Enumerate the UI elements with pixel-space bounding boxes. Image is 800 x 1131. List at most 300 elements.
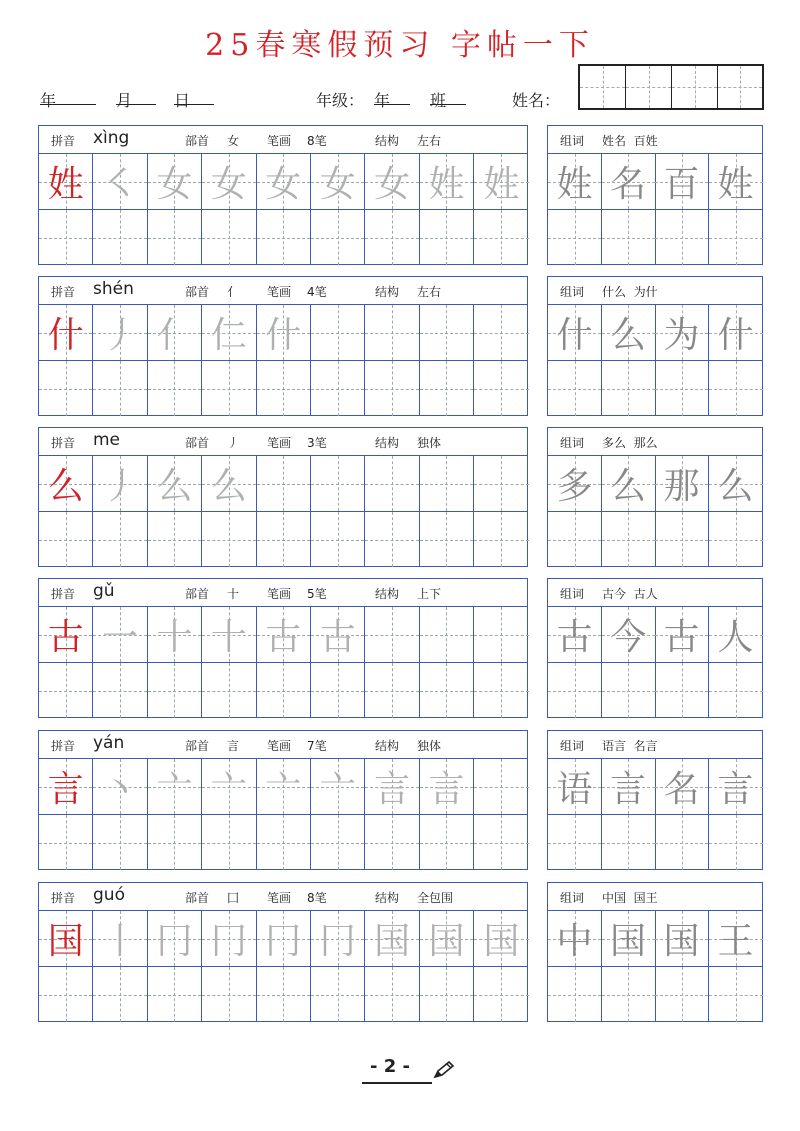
pinyin-label: 拼音 (51, 285, 76, 299)
stroke-step-character: 古 (265, 617, 302, 658)
writing-cell[interactable] (311, 815, 365, 870)
stroke-step-character (311, 305, 364, 360)
structure-value: 左右 (417, 134, 442, 148)
day-label: 日 (174, 91, 191, 110)
word-writing-row (548, 511, 762, 567)
word-character: 什 (556, 315, 593, 356)
model-character: 姓 (47, 164, 84, 205)
word-writing-cell[interactable] (548, 663, 602, 718)
word-block (547, 427, 763, 567)
word-cell (548, 759, 602, 814)
practice-block (38, 125, 528, 265)
word-writing-cell[interactable] (548, 361, 602, 416)
word-cell (602, 911, 656, 966)
grid-cell (365, 911, 419, 966)
stroke-step-character: 亠 (210, 769, 247, 810)
word-writing-cell[interactable] (602, 967, 656, 1022)
grid-cell (311, 154, 365, 209)
grid-cell (202, 154, 256, 209)
word-cell (709, 911, 763, 966)
grid-cell (365, 456, 419, 511)
writing-cell[interactable] (39, 663, 93, 718)
practice-block (38, 427, 528, 567)
word-character: 国 (663, 921, 700, 962)
strokes-label: 笔画 (267, 436, 292, 450)
pinyin-label: 拼音 (51, 134, 76, 148)
stroke-step-character: ㇛ (102, 164, 139, 205)
stroke-step-character: 亠 (265, 769, 302, 810)
word-cell (709, 154, 763, 209)
word-block (547, 276, 763, 416)
word-cell (655, 305, 709, 360)
words-value: 什么 为什 (602, 285, 658, 299)
writing-cell[interactable] (420, 210, 474, 265)
model-character: 言 (47, 769, 84, 810)
word-block (547, 578, 763, 718)
writing-row (39, 209, 527, 265)
writing-cell[interactable] (474, 663, 528, 718)
writing-row (39, 662, 527, 718)
grid-cell (202, 607, 256, 662)
structure-value: 独体 (417, 436, 442, 450)
writing-row (39, 360, 527, 416)
stroke-step-character (311, 456, 364, 511)
word-trace-row (548, 759, 762, 814)
stroke-step-character: 亻 (156, 315, 193, 356)
writing-cell[interactable] (365, 361, 419, 416)
writing-cell[interactable] (365, 815, 419, 870)
word-writing-cell[interactable] (709, 361, 763, 416)
stroke-step-character: 丨 (102, 921, 139, 962)
model-character: 国 (47, 921, 84, 962)
word-cell (709, 456, 763, 511)
writing-cell[interactable] (420, 512, 474, 567)
word-writing-cell[interactable] (602, 815, 656, 870)
writing-cell[interactable] (311, 967, 365, 1022)
stroke-step-character (420, 607, 473, 662)
word-cell (655, 607, 709, 662)
strokes-label: 笔画 (267, 891, 292, 905)
writing-cell[interactable] (93, 967, 147, 1022)
word-trace-row (548, 305, 762, 360)
stroke-step-character (474, 456, 528, 511)
stroke-step-character: 女 (210, 164, 247, 205)
word-cell (709, 305, 763, 360)
writing-cell[interactable] (474, 361, 528, 416)
writing-cell[interactable] (148, 361, 202, 416)
word-header (548, 731, 762, 759)
pinyin-value: shén (93, 279, 134, 299)
word-character: 中 (556, 921, 593, 962)
structure-label: 结构 (375, 891, 400, 905)
word-cell (548, 456, 602, 511)
words-value: 姓名 百姓 (602, 134, 658, 148)
word-character: 今 (609, 617, 646, 658)
writing-cell[interactable] (39, 210, 93, 265)
stroke-step-character: 冂 (319, 921, 356, 962)
grid-cell (474, 154, 528, 209)
writing-cell[interactable] (474, 210, 528, 265)
grid-cell (202, 456, 256, 511)
words-label: 组词 (560, 134, 585, 148)
writing-cell[interactable] (148, 815, 202, 870)
grid-cell (257, 911, 311, 966)
grid-cell (311, 911, 365, 966)
strokes-label: 笔画 (267, 285, 292, 299)
word-writing-cell[interactable] (602, 361, 656, 416)
writing-cell[interactable] (93, 210, 147, 265)
word-character: 那 (663, 466, 700, 507)
word-trace-row (548, 154, 762, 209)
grid-cell (39, 154, 93, 209)
model-character: 什 (47, 315, 84, 356)
structure-label: 结构 (375, 739, 400, 753)
stroke-step-character (474, 305, 528, 360)
word-header (548, 428, 762, 456)
word-writing-cell[interactable] (709, 663, 763, 718)
word-writing-cell[interactable] (655, 512, 709, 567)
grid-cell (39, 759, 93, 814)
writing-cell[interactable] (257, 361, 311, 416)
word-block (547, 882, 763, 1022)
writing-cell[interactable] (148, 967, 202, 1022)
word-writing-cell[interactable] (655, 210, 709, 265)
word-writing-cell[interactable] (655, 361, 709, 416)
name-label: 姓名： (512, 91, 561, 110)
strokes-label: 笔画 (267, 739, 292, 753)
word-writing-cell[interactable] (548, 512, 602, 567)
model-character: 古 (47, 617, 84, 658)
practice-header (39, 731, 527, 759)
strokes-value: 8笔 (307, 134, 327, 148)
practice-block (38, 578, 528, 718)
writing-row (39, 511, 527, 567)
word-cell (602, 154, 656, 209)
grid-cell (420, 305, 474, 360)
word-cell (602, 456, 656, 511)
stroke-step-character: 女 (319, 164, 356, 205)
stroke-step-character: 仁 (210, 315, 247, 356)
word-header (548, 579, 762, 607)
stroke-step-character: 一 (102, 617, 139, 658)
grid-cell (257, 759, 311, 814)
word-writing-cell[interactable] (709, 210, 763, 265)
word-character: 多 (556, 466, 593, 507)
word-character: 么 (609, 315, 646, 356)
stroke-step-character: 女 (156, 164, 193, 205)
writing-cell[interactable] (474, 815, 528, 870)
writing-cell[interactable] (257, 815, 311, 870)
stroke-step-character: 丿 (102, 315, 139, 356)
grid-cell (93, 759, 147, 814)
name-grid[interactable] (578, 64, 764, 110)
writing-cell[interactable] (93, 663, 147, 718)
word-cell (602, 305, 656, 360)
writing-cell[interactable] (39, 361, 93, 416)
words-label: 组词 (560, 285, 585, 299)
writing-cell[interactable] (39, 967, 93, 1022)
words-value: 古今 古人 (602, 587, 658, 601)
word-character: 么 (609, 466, 646, 507)
grid-cell (474, 911, 528, 966)
stroke-step-character: 女 (374, 164, 411, 205)
word-cell (655, 456, 709, 511)
word-character: 王 (717, 921, 754, 962)
writing-cell[interactable] (93, 361, 147, 416)
grid-cell (365, 759, 419, 814)
grid-cell (257, 607, 311, 662)
structure-value: 左右 (417, 285, 442, 299)
words-label: 组词 (560, 436, 585, 450)
structure-value: 独体 (417, 739, 442, 753)
writing-cell[interactable] (93, 512, 147, 567)
word-writing-row (548, 360, 762, 416)
word-writing-cell[interactable] (548, 967, 602, 1022)
date-name-line (40, 88, 580, 112)
page-title: 25春寒假预习 字帖一下 (205, 28, 595, 63)
grid-cell (148, 911, 202, 966)
stroke-step-character (365, 607, 418, 662)
grid-cell (420, 154, 474, 209)
grid-cell (93, 911, 147, 966)
writing-cell[interactable] (311, 512, 365, 567)
radical-label: 部首 (185, 134, 210, 148)
pinyin-label: 拼音 (51, 436, 76, 450)
radical-value: 女 (227, 134, 240, 148)
stroke-step-character: 么 (156, 466, 193, 507)
grid-cell (365, 607, 419, 662)
writing-cell[interactable] (257, 663, 311, 718)
practice-header (39, 579, 527, 607)
grid-cell (39, 911, 93, 966)
stroke-step-character: 姓 (428, 164, 465, 205)
grid-cell (148, 456, 202, 511)
word-trace-row (548, 607, 762, 662)
writing-cell[interactable] (257, 967, 311, 1022)
writing-cell[interactable] (474, 967, 528, 1022)
writing-cell[interactable] (257, 210, 311, 265)
stroke-step-character: 言 (374, 769, 411, 810)
word-character: 国 (609, 921, 646, 962)
word-writing-cell[interactable] (655, 663, 709, 718)
structure-label: 结构 (375, 587, 400, 601)
grid-cell (148, 759, 202, 814)
strokes-value: 3笔 (307, 436, 327, 450)
word-character: 言 (717, 769, 754, 810)
writing-cell[interactable] (311, 361, 365, 416)
stroke-order-row (39, 305, 527, 360)
grid-cell (365, 154, 419, 209)
stroke-order-row (39, 759, 527, 814)
grid-cell (93, 607, 147, 662)
word-cell (655, 911, 709, 966)
grid-cell (39, 305, 93, 360)
radical-value: 十 (227, 587, 240, 601)
word-cell (548, 305, 602, 360)
word-writing-cell[interactable] (548, 815, 602, 870)
stroke-step-character: 什 (265, 315, 302, 356)
writing-cell[interactable] (148, 663, 202, 718)
writing-cell[interactable] (93, 815, 147, 870)
stroke-step-character: 姓 (483, 164, 520, 205)
radical-value: 亻 (227, 285, 240, 299)
writing-cell[interactable] (202, 361, 256, 416)
grid-cell (311, 305, 365, 360)
writing-cell[interactable] (202, 815, 256, 870)
structure-value: 全包围 (417, 891, 454, 905)
practice-header (39, 428, 527, 456)
word-writing-cell[interactable] (655, 815, 709, 870)
stroke-step-character (365, 305, 418, 360)
writing-cell[interactable] (420, 967, 474, 1022)
writing-cell[interactable] (148, 210, 202, 265)
practice-header (39, 277, 527, 305)
word-character: 名 (609, 164, 646, 205)
structure-label: 结构 (375, 436, 400, 450)
pinyin-value: yán (93, 733, 125, 753)
word-character: 么 (717, 466, 754, 507)
word-header (548, 277, 762, 305)
word-character: 姓 (717, 164, 754, 205)
writing-row (39, 966, 527, 1022)
radical-label: 部首 (185, 739, 210, 753)
grid-cell (474, 456, 528, 511)
word-character: 语 (556, 769, 593, 810)
stroke-step-character: 冂 (156, 921, 193, 962)
word-character: 言 (609, 769, 646, 810)
pinyin-label: 拼音 (51, 739, 76, 753)
writing-cell[interactable] (39, 815, 93, 870)
word-cell (709, 759, 763, 814)
writing-cell[interactable] (365, 512, 419, 567)
stroke-step-character: 冂 (265, 921, 302, 962)
stroke-step-character: 国 (483, 921, 520, 962)
grid-cell (257, 456, 311, 511)
stroke-step-character: 亠 (156, 769, 193, 810)
stroke-step-character (365, 456, 418, 511)
stroke-order-row (39, 154, 527, 209)
stroke-step-character (474, 759, 528, 814)
practice-block (38, 730, 528, 870)
words-label: 组词 (560, 587, 585, 601)
grid-cell (474, 305, 528, 360)
writing-cell[interactable] (365, 663, 419, 718)
writing-cell[interactable] (202, 967, 256, 1022)
writing-cell[interactable] (365, 210, 419, 265)
writing-cell[interactable] (474, 512, 528, 567)
stroke-step-character: 十 (210, 617, 247, 658)
word-writing-cell[interactable] (655, 967, 709, 1022)
structure-value: 上下 (417, 587, 442, 601)
stroke-step-character: 古 (319, 617, 356, 658)
structure-label: 结构 (375, 285, 400, 299)
word-trace-row (548, 456, 762, 511)
writing-cell[interactable] (311, 210, 365, 265)
word-writing-cell[interactable] (602, 512, 656, 567)
footer-underline (362, 1082, 432, 1084)
word-character: 姓 (556, 164, 593, 205)
grid-cell (420, 911, 474, 966)
stroke-step-character (474, 607, 528, 662)
words-label: 组词 (560, 891, 585, 905)
year-label: 年 (40, 91, 57, 110)
writing-cell[interactable] (420, 361, 474, 416)
word-cell (548, 154, 602, 209)
word-writing-cell[interactable] (548, 210, 602, 265)
stroke-step-character: 丶 (102, 769, 139, 810)
writing-cell[interactable] (202, 512, 256, 567)
grid-cell (311, 607, 365, 662)
writing-cell[interactable] (420, 815, 474, 870)
writing-cell[interactable] (257, 512, 311, 567)
grid-cell (148, 607, 202, 662)
strokes-value: 4笔 (307, 285, 327, 299)
strokes-label: 笔画 (267, 134, 292, 148)
writing-cell[interactable] (365, 967, 419, 1022)
word-writing-cell[interactable] (709, 967, 763, 1022)
grid-cell (311, 456, 365, 511)
radical-label: 部首 (185, 587, 210, 601)
word-writing-cell[interactable] (602, 663, 656, 718)
writing-cell[interactable] (202, 663, 256, 718)
stroke-step-character: 十 (156, 617, 193, 658)
writing-cell[interactable] (39, 512, 93, 567)
grid-cell (148, 305, 202, 360)
stroke-step-character: 丿 (102, 466, 139, 507)
radical-label: 部首 (185, 891, 210, 905)
writing-cell[interactable] (420, 663, 474, 718)
word-cell (548, 911, 602, 966)
grid-cell (474, 607, 528, 662)
grid-cell (93, 305, 147, 360)
practice-header (39, 883, 527, 911)
radical-label: 部首 (185, 436, 210, 450)
word-cell (602, 607, 656, 662)
grid-cell (202, 911, 256, 966)
grid-cell (93, 154, 147, 209)
word-character: 什 (717, 315, 754, 356)
grid-cell (474, 759, 528, 814)
word-writing-cell[interactable] (602, 210, 656, 265)
word-writing-row (548, 966, 762, 1022)
stroke-step-character: 国 (428, 921, 465, 962)
word-writing-cell[interactable] (709, 815, 763, 870)
word-cell (655, 154, 709, 209)
strokes-value: 8笔 (307, 891, 327, 905)
word-writing-cell[interactable] (709, 512, 763, 567)
writing-cell[interactable] (202, 210, 256, 265)
stroke-step-character: 么 (210, 466, 247, 507)
words-value: 中国 国王 (602, 891, 658, 905)
word-header (548, 126, 762, 154)
grid-cell (93, 456, 147, 511)
writing-row (39, 814, 527, 870)
strokes-value: 5笔 (307, 587, 327, 601)
writing-cell[interactable] (311, 663, 365, 718)
grid-cell (257, 154, 311, 209)
writing-cell[interactable] (148, 512, 202, 567)
radical-value: 丿 (227, 436, 240, 450)
grid-cell (420, 759, 474, 814)
pinyin-value: xìng (93, 128, 130, 148)
word-character: 人 (717, 617, 754, 658)
word-cell (709, 607, 763, 662)
class-label: 班 (430, 91, 447, 110)
word-character: 为 (663, 315, 700, 356)
word-header (548, 883, 762, 911)
model-character: 么 (47, 466, 84, 507)
word-trace-row (548, 911, 762, 966)
